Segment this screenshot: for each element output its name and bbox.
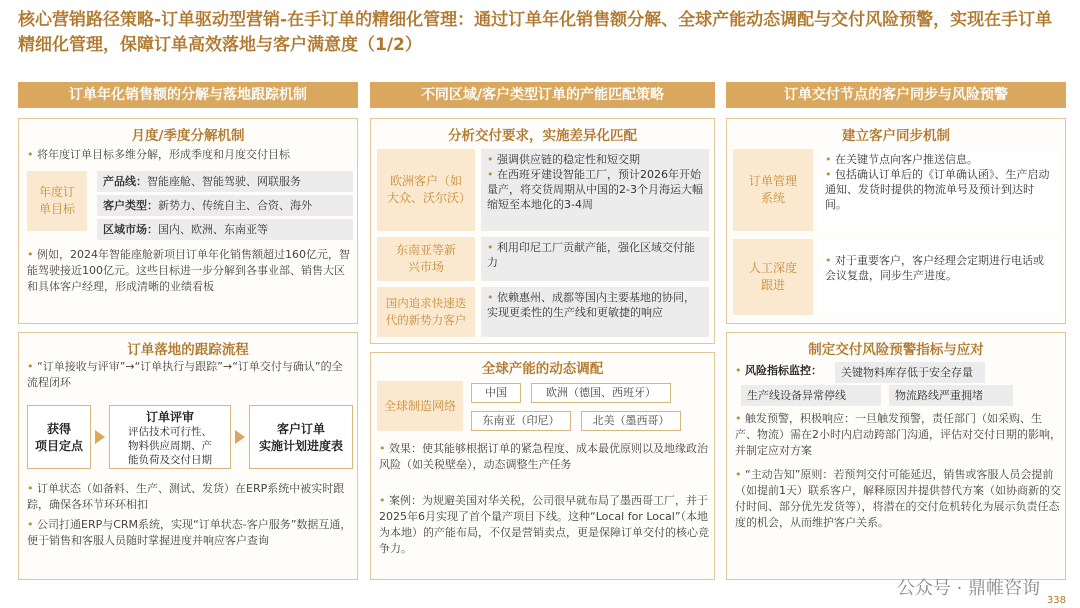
tracking-crm: • 公司打通ERP与CRM系统，实现“订单状态-客户服务”数据互通，便于销售和客服人员随时掌握进度并响应客户查询 bbox=[27, 517, 353, 549]
col1-panel-breakdown bbox=[18, 118, 358, 324]
footer-brand: 公众号 · 鼎帷咨询 bbox=[896, 578, 1040, 599]
region-label-domestic: 国内追求快速迭代的新势力客户 bbox=[377, 287, 475, 337]
risk-title: 制定交付风险预警指标与应对 bbox=[808, 342, 984, 358]
network-node-na: 北美（墨西哥） bbox=[581, 411, 681, 431]
breakdown-title: 月度/季度分解机制 bbox=[131, 128, 245, 144]
sync-title: 建立客户同步机制 bbox=[842, 128, 950, 144]
risk-trigger: • 触发预警，积极响应：一旦触发预警，责任部门（如采购、生产、物流）需在2小时内启动跨部门沟通，评估对交付日期的影响，并制定应对方案 bbox=[735, 411, 1061, 459]
region-detail-europe: • 强调供应链的稳定性和短交期 • 在西班牙建设智能工厂，预计2026年开始量产，将交货周期从中国的2-3个月海运大幅缩短至本地化的3-4周 bbox=[481, 149, 709, 231]
sync-system-detail: • 在关键节点向客户推送信息。 • 包括确认订单后的《订单确认函》、生产启动通知、发货时提供的物流单号及预计到达时间。 bbox=[819, 149, 1059, 231]
col2-panel-capacity bbox=[370, 352, 715, 580]
col3-header: 订单交付节点的客户同步与风险预警 bbox=[726, 82, 1066, 108]
dimension-item: 产品线：智能座舱、智能驾驶、网联服务 bbox=[97, 171, 353, 192]
sync-manual-detail: • 对于重要客户，客户经理会定期进行电话或会议复盘，同步生产进度。 bbox=[819, 239, 1059, 315]
risk-indicator: 物流路线严重拥堵 bbox=[889, 385, 1013, 406]
breakdown-intro: • 将年度订单目标多维分解，形成季度和月度交付目标 bbox=[27, 147, 353, 163]
network-node-europe: 欧洲（德国、西班牙） bbox=[531, 383, 671, 403]
capacity-case: • 案例：为规避美国对华关税，公司很早就布局了墨西哥工厂，并于2025年6月实现了首个量产项目下线。这种“Local for Local”（本地为本地）的产能布局，不仅是营销卖点，更是保障订单交付的核心竞争力。 bbox=[379, 493, 709, 557]
risk-proactive: • “主动告知”原则：若预判交付可能延迟，销售或客服人员会提前（如提前1天）联系客户，解释原因并提供替代方案（如协商新的交付时间、部分优先发货等），将潜在的交付危机转化为展示负责任态度的机会，从而维护客户关系。 bbox=[735, 467, 1061, 531]
col2-header: 不同区域/客户类型订单的产能匹配策略 bbox=[370, 82, 715, 108]
risk-indicator: 生产线设备异常停线 bbox=[741, 385, 881, 406]
flow-step-project: 获得 项目定点 bbox=[27, 405, 91, 469]
capacity-title: 全球产能的动态调配 bbox=[481, 361, 604, 377]
sync-manual-label: 人工深度跟进 bbox=[733, 239, 813, 315]
dimension-item: 区域市场：国内、欧洲、东南亚等 bbox=[97, 219, 353, 240]
risk-indicator: 关键物料库存低于安全存量 bbox=[835, 362, 985, 383]
dimension-list bbox=[97, 171, 353, 240]
flow-arrow-icon bbox=[235, 430, 245, 444]
region-detail-sea: • 利用印尼工厂贡献产能，强化区域交付能力 bbox=[481, 237, 709, 281]
tracking-title: 订单落地的跟踪流程 bbox=[127, 342, 249, 358]
capacity-effect: • 效果：使其能够根据订单的紧急程度、成本最优原则以及地缘政治风险（如关税壁垒），动态调整生产任务 bbox=[379, 441, 709, 473]
tracking-intro: • “订单接收与评审”→“订单执行与跟踪”→“订单交付与确认”的全流程闭环 bbox=[27, 359, 353, 391]
page-title: 核心营销路径策略-订单驱动型营销-在手订单的精细化管理：通过订单年化销售额分解、全球产能动态调配与交付风险预警，实现在手订单精细化管理，保障订单高效落地与客户满意度（1/2） bbox=[18, 10, 1053, 55]
page-number: 338 bbox=[1046, 595, 1066, 606]
col3-panel-sync bbox=[726, 118, 1066, 324]
region-label-europe: 欧洲客户（如大众、沃尔沃） bbox=[377, 149, 475, 231]
flow-step-schedule: 客户订单 实施计划进度表 bbox=[249, 405, 353, 469]
tracking-erp: • 订单状态（如备料、生产、测试、发货）在ERP系统中被实时跟踪，确保各环节环环相扣 bbox=[27, 481, 353, 513]
col1-panel-tracking bbox=[18, 332, 358, 580]
network-label: 全球制造网络 bbox=[377, 381, 463, 431]
col3-panel-risk bbox=[726, 332, 1066, 580]
region-label-sea: 东南亚等新兴市场 bbox=[377, 237, 475, 281]
dimension-item: 客户类型：新势力、传统自主、合资、海外 bbox=[97, 195, 353, 216]
sync-system-label: 订单管理系统 bbox=[733, 149, 813, 231]
network-node-china: 中国 bbox=[471, 383, 521, 403]
col2-panel-matching bbox=[370, 118, 715, 344]
flow-arrow-icon bbox=[95, 430, 105, 444]
annual-target-label: 年度订单目标 bbox=[27, 171, 87, 231]
matching-title: 分析交付要求，实施差异化匹配 bbox=[448, 128, 637, 144]
col1-header: 订单年化销售额的分解与落地跟踪机制 bbox=[18, 82, 358, 108]
network-node-sea: 东南亚（印尼） bbox=[471, 411, 571, 431]
region-detail-domestic: • 依赖惠州、成都等国内主要基地的协同，实现更柔性的生产线和更敏捷的响应 bbox=[481, 287, 709, 337]
breakdown-example: • 例如，2024年智能座舱新项目订单年化销售额超过160亿元，智能驾驶接近100亿元。这些目标进一步分解到各事业部、销售大区和具体客户经理，形成清晰的业绩看板 bbox=[27, 247, 353, 295]
risk-monitor-label: • 风险指标监控： bbox=[735, 363, 822, 379]
flow-step-review: 订单评审 评估技术可行性、 物料供应周期、产 能负荷及交付日期 bbox=[109, 405, 231, 469]
